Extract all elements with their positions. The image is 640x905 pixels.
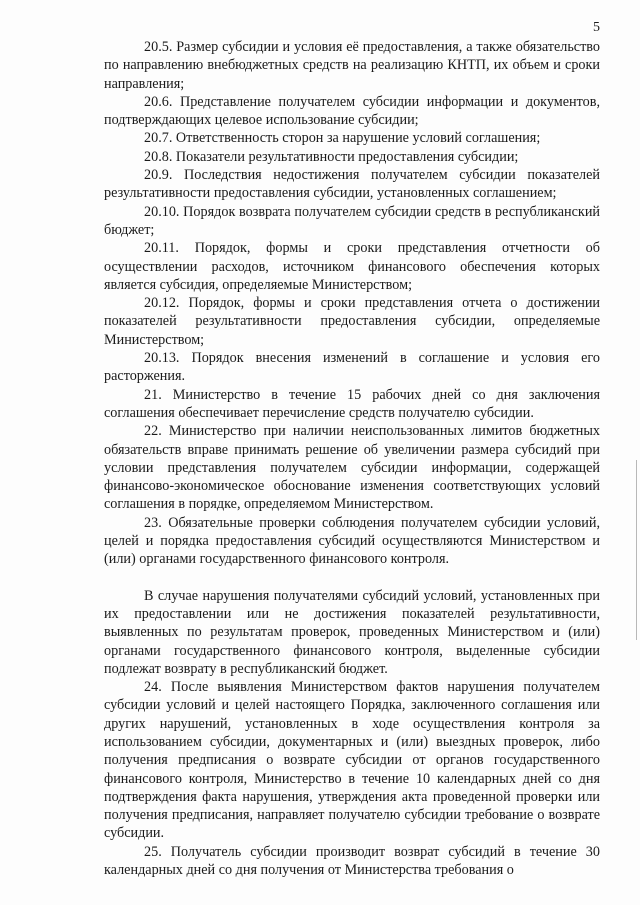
paragraph-20-7: 20.7. Ответственность сторон за нарушение условий соглашения; [144, 130, 541, 147]
paragraph-23: 23. Обязательные проверки соблюдения получателем субсидии условий, целей и порядка предоставления субсидий осуществляются Министерством и (или) органами государственного финансового контроля. [104, 514, 600, 568]
paragraph-21: 21. Министерство в течение 15 рабочих дней со дня заключения соглашения обеспечивает перечисление средств получателю субсидии. [104, 386, 600, 421]
paragraph-20-8: 20.8. Показатели результативности предоставления субсидии; [144, 148, 519, 165]
page-number: 5 [593, 20, 600, 35]
paragraph-23-violations: В случае нарушения получателями субсидий условий, установленных при их предоставлении или не достижения показателей результативности, выявленных по результатам проверок, проведенных Министерством и (или) органами государственного финансового контроля, выделенные субсидии подлежат возврату в республиканский бюджет. [104, 587, 600, 677]
paragraph-25: 25. Получатель субсидии производит возврат субсидий в течение 30 календарных дней со дня получения от Министерства требования о [104, 843, 600, 879]
paragraph-20-5: 20.5. Размер субсидии и условия её предоставления, а также обязательство по направлению внебюджетных средств на реализацию КНТП, их объем и сроки направления; [104, 39, 600, 92]
document-body [104, 38, 600, 879]
paragraph-20-9: 20.9. Последствия недостижения получателем субсидии показателей результативности предоставления субсидии, установленных соглашением; [104, 167, 600, 202]
paragraph-24: 24. После выявления Министерством фактов нарушения получателем субсидии условий и целей настоящего Порядка, заключенного соглашения или других нарушений, установленных в ходе осуществления контроля за использованием субсидии, документарных и (или) выездных проверок, либо получения предписания о возврате субсидии от органов государственного финансового контроля, Министерство в течение 10 календарных дней со дня подтверждения факта нарушения, утверждения акта проведенной проверки или получения предписания, направляет получателю субсидии требование о возврате субсидии. [104, 679, 600, 842]
paragraph-22: 22. Министерство при наличии неиспользованных лимитов бюджетных обязательств вправе принимать решение об увеличении размера субсидий при условии представления получателем субсидии информации, содержащей финансово-экономическое обоснование изменения соответствующих условий соглашения в порядке, определяемом Министерством. [104, 423, 600, 513]
scan-edge-shadow [636, 460, 637, 640]
paragraph-20-12: 20.12. Порядок, формы и сроки представления отчета о достижении показателей результативности предоставления субсидии, определяемые Министерством; [104, 295, 600, 348]
paragraph-20-13: 20.13. Порядок внесения изменений в соглашение и условия его расторжения. [104, 350, 600, 385]
paragraph-20-6: 20.6. Представление получателем субсидии информации и документов, подтверждающих целевое использование субсидии; [104, 93, 600, 129]
paragraph-20-10: 20.10. Порядок возврата получателем субсидии средств в республиканский бюджет; [104, 203, 600, 238]
paragraph-20-11: 20.11. Порядок, формы и сроки представления отчетности об осуществлении расходов, источником финансового обеспечения которых является субсидия, определяемые Министерством; [104, 240, 600, 293]
